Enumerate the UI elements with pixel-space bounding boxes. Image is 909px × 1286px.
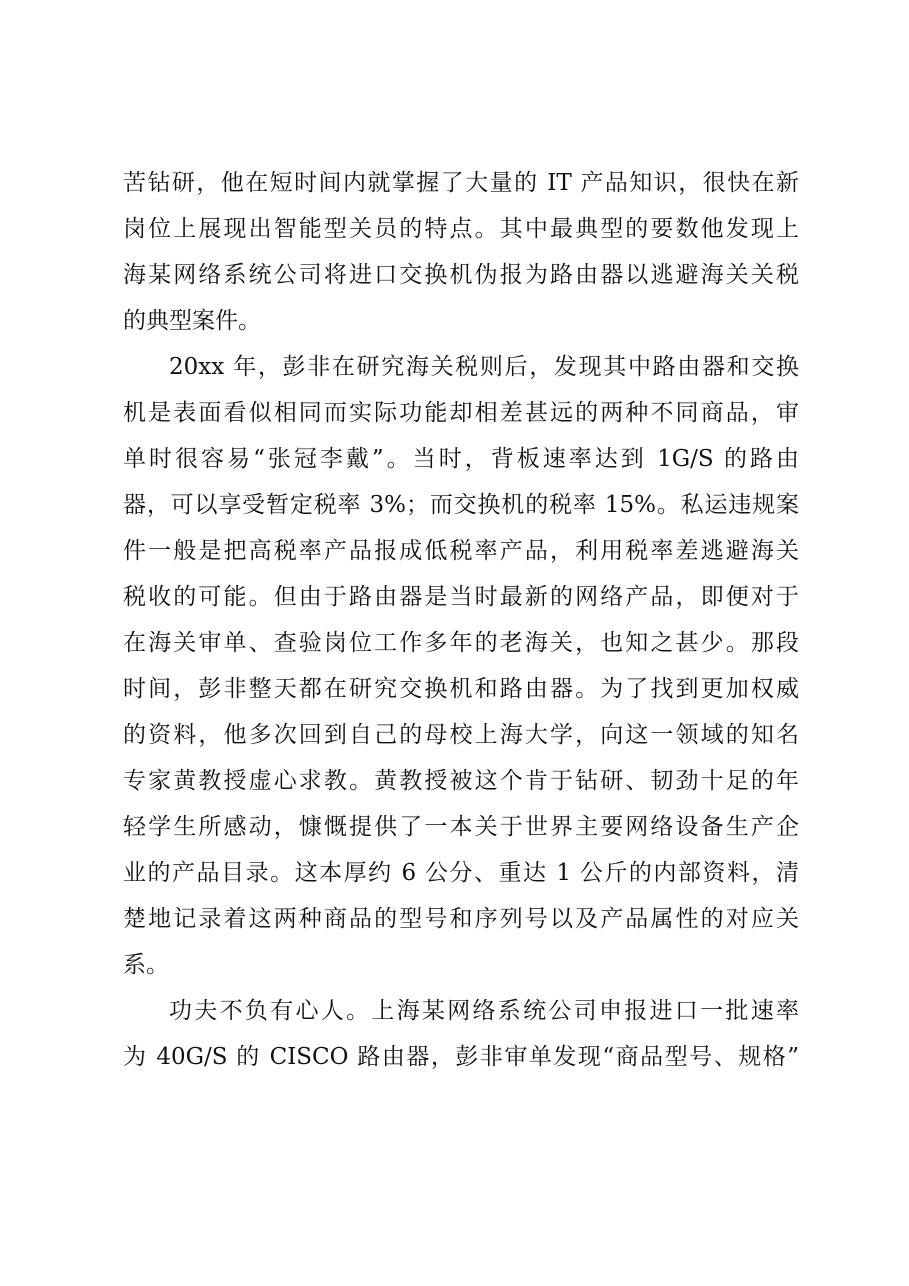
text-line: 器，可以享受暂定税率 3%；而交换机的税率 15%。私运违规案 [123, 492, 799, 518]
text-line: 为 40G/S 的 CISCO 路由器，彭非审单发现“商品型号、规格” [123, 1044, 799, 1070]
text-line: 在海关审单、查验岗位工作多年的老海关，也知之甚少。那段 [123, 630, 799, 656]
text-line: 的资料，他多次回到自己的母校上海大学，向这一领域的知名 [123, 722, 799, 748]
text-line: 楚地记录着这两种商品的型号和序列号以及产品属性的对应关 [123, 906, 799, 932]
text-line: 20xx 年，彭非在研究海关税则后，发现其中路由器和交换 [169, 354, 799, 380]
text-line: 苦钻研，他在短时间内就掌握了大量的 IT 产品知识，很快在新 [123, 170, 799, 196]
text-line: 海某网络系统公司将进口交换机伪报为路由器以逃避海关关税 [123, 262, 799, 288]
paragraph-2 [123, 344, 799, 988]
text-line: 单时很容易“张冠李戴”。当时，背板速率达到 1G/S 的路由 [123, 446, 799, 472]
text-line: 轻学生所感动，慷慨提供了一本关于世界主要网络设备生产企 [123, 814, 799, 840]
text-line: 税收的可能。但由于路由器是当时最新的网络产品，即便对于 [123, 584, 799, 610]
text-line: 业的产品目录。这本厚约 6 公分、重达 1 公斤的内部资料，清 [123, 860, 799, 886]
text-line: 功夫不负有心人。上海某网络系统公司申报进口一批速率 [169, 998, 799, 1024]
paragraph-3 [123, 988, 799, 1080]
text-line: 的典型案件。 [123, 308, 261, 334]
text-line: 机是表面看似相同而实际功能却相差甚远的两种不同商品，审 [123, 400, 799, 426]
text-line: 专家黄教授虚心求教。黄教授被这个肯于钻研、韧劲十足的年 [123, 768, 799, 794]
paragraph-1 [123, 160, 799, 344]
text-line: 岗位上展现出智能型关员的特点。其中最典型的要数他发现上 [123, 216, 799, 242]
text-line: 系。 [123, 952, 169, 978]
document-body [123, 160, 799, 1080]
text-line: 件一般是把高税率产品报成低税率产品，利用税率差逃避海关 [123, 538, 799, 564]
text-line: 时间，彭非整天都在研究交换机和路由器。为了找到更加权威 [123, 676, 799, 702]
